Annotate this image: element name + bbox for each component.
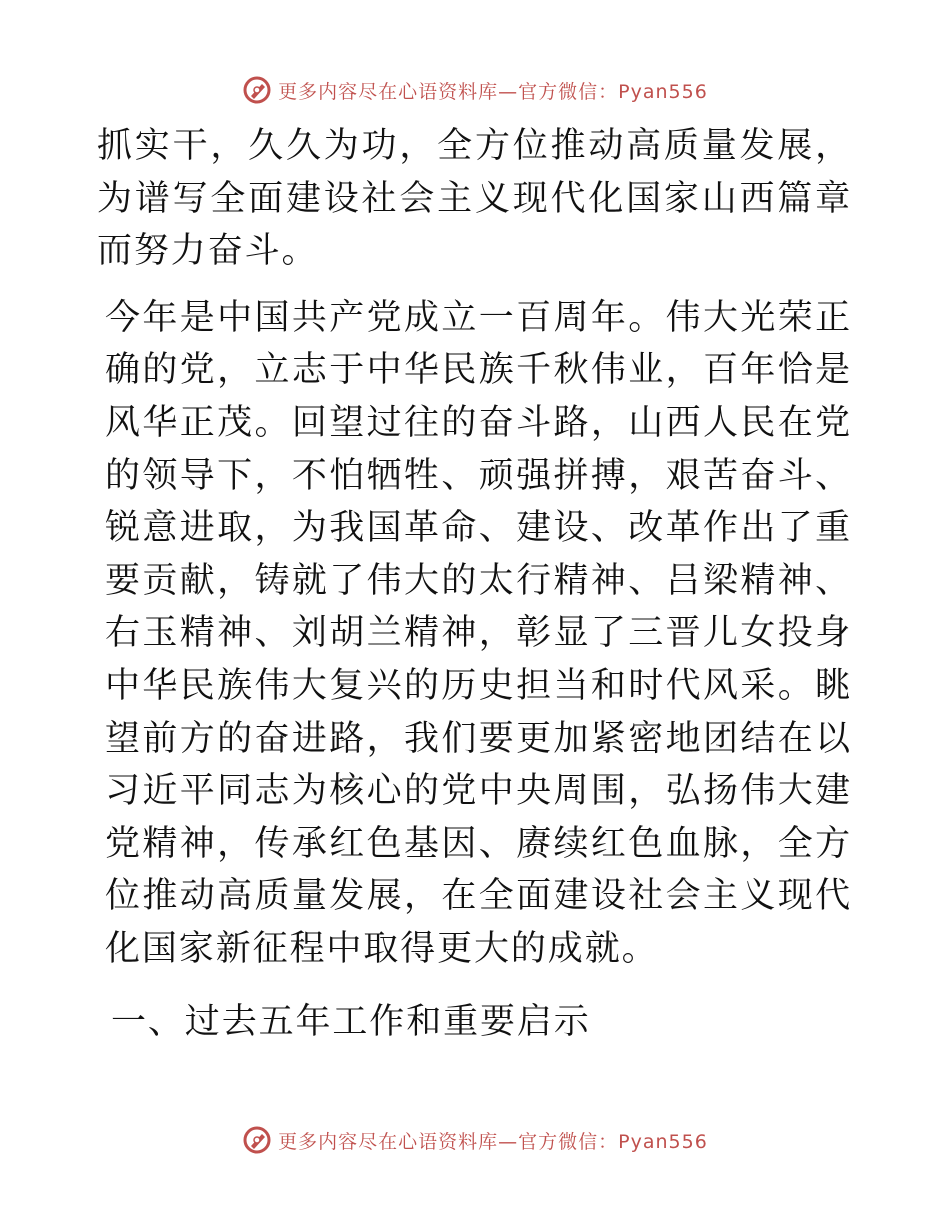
footer-text: 更多内容尽在心语资料库—官方微信：Pyan556 xyxy=(278,1130,708,1153)
paragraph-1: 抓实干，久久为功，全方位推动高质量发展，为谱写全面建设社会主义现代化国家山西篇章而努力奋斗。 xyxy=(97,126,852,272)
document-body xyxy=(97,120,852,1048)
section-heading: 一、过去五年工作和重要启示 xyxy=(111,1001,591,1042)
red-seal-logo-icon xyxy=(242,75,272,105)
red-seal-logo-icon xyxy=(242,1125,272,1155)
paragraph-2: 今年是中国共产党成立一百周年。伟大光荣正确的党，立志于中华民族千秋伟业，百年恰是风华正茂。回望过往的奋斗路，山西人民在党的领导下，不怕牺牲、顽强拼搏，艰苦奋斗、锐意进取，为我国革命、建设、改革作出了重要贡献，铸就了伟大的太行精神、吕梁精神、右玉精神、刘胡兰精神，彰显了三晋儿女投身中华民族伟大复兴的历史担当和时代风采。眺望前方的奋进路，我们要更加紧密地团结在以习近平同志为核心的党中央周围，弘扬伟大建党精神，传承红色基因、赓续红色血脉，全方位推动高质量发展，在全面建设社会主义现代化国家新征程中取得更大的成就。 xyxy=(105,297,852,969)
footer-banner xyxy=(0,1120,950,1160)
header-banner xyxy=(0,70,950,110)
header-text: 更多内容尽在心语资料库—官方微信：Pyan556 xyxy=(278,80,708,103)
